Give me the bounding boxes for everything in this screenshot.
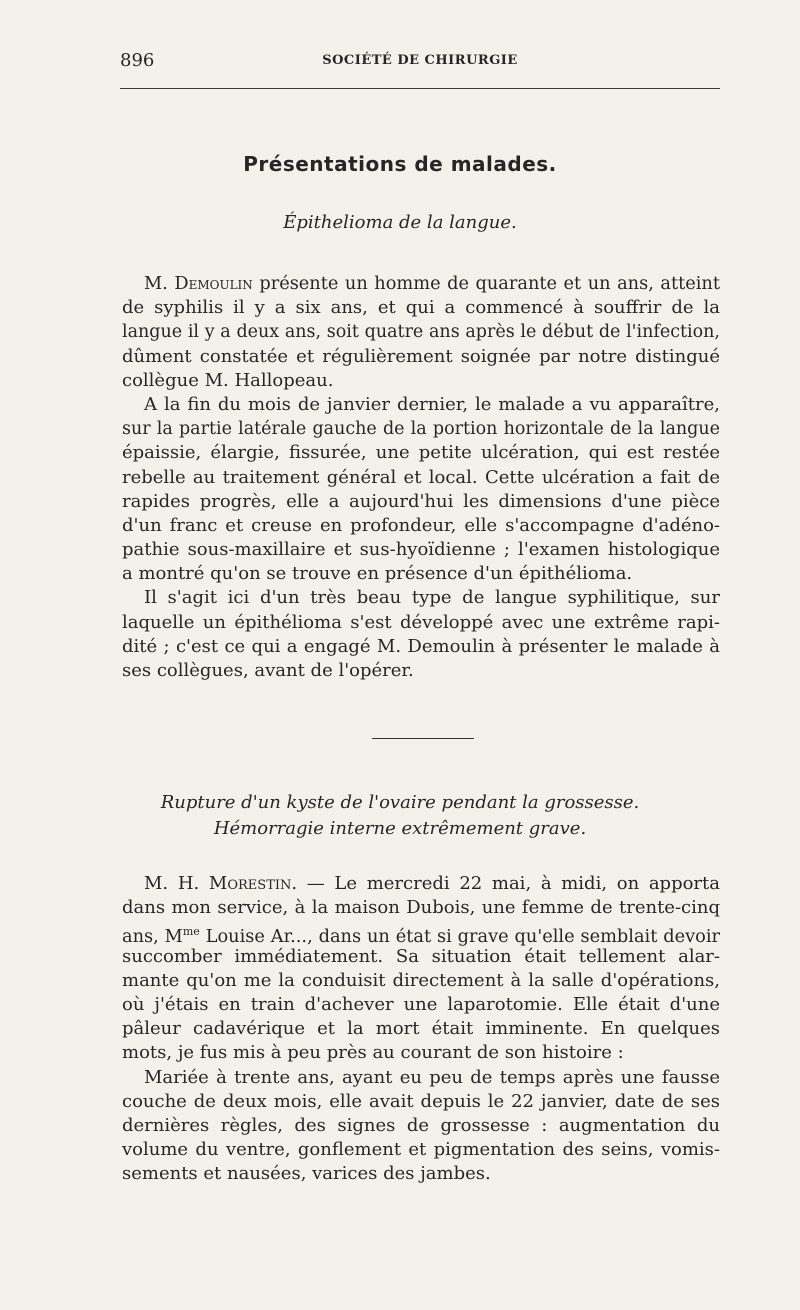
paragraph-line: dité ; c'est ce qui a engagé M. Demoulin à présenter le malade à — [122, 635, 720, 657]
paragraph-line: ses collègues, avant de l'opérer. — [122, 660, 414, 681]
paragraph-line: ans, $M^{me}$ Louise Ar..., dans un état si grave qu'elle semblait devoir — [122, 925, 720, 948]
paragraph-line: A la fin du mois de janvier dernier, le malade a vu apparaître, — [144, 393, 720, 415]
paragraph-line: où j'étais en train d'achever une laparotomie. Elle était d'une — [122, 993, 720, 1015]
paragraph-line: mante qu'on me la conduisit directement à la salle d'opérations, — [122, 969, 720, 991]
running-title: SOCIÉTÉ DE CHIRURGIE — [322, 53, 518, 68]
paragraph-line: couche de deux mois, elle avait depuis le 22 janvier, date de ses — [122, 1090, 720, 1112]
page-header — [120, 50, 720, 74]
paragraph-line: de syphilis il y a six ans, et qui a commencé à souffrir de la — [122, 297, 720, 319]
paragraph-line: Il s'agit ici d'un très beau type de langue syphilitique, sur — [144, 587, 720, 609]
paragraph-line: M. H. Morestin. — Le mercredi 22 mai, à midi, on apporta — [144, 873, 721, 894]
paragraph-line: pathie sous-maxillaire et sus-hyoïdienne ; l'examen histologique — [122, 539, 720, 561]
paragraph-line: Mariée à trente ans, ayant eu peu de temps après une fausse — [144, 1066, 720, 1088]
paragraph-line: rapides progrès, elle a aujourd'hui les dimensions d'une pièce — [122, 490, 720, 512]
page-number: 896 — [120, 50, 155, 71]
article1-subtitle: Épithelioma de la langue. — [283, 212, 517, 233]
paragraph-line: rebelle au traitement général et local. Cette ulcération a fait de — [122, 466, 720, 488]
article2-subtitle-line1: Rupture d'un kyste de l'ovaire pendant la grossesse. — [160, 792, 640, 813]
article2-subtitle-line2: Hémorragie interne extrêmement grave. — [213, 818, 587, 839]
section-title: Présentations de malades. — [243, 152, 557, 176]
paragraph-line: sur la partie latérale gauche de la portion horizontale de la langue — [122, 419, 720, 440]
paragraph-line: a montré qu'on se trouve en présence d'un épithélioma. — [122, 563, 633, 585]
paragraph-line: dûment constatée et régulièrement soignée par notre distingué — [122, 345, 720, 367]
paragraph-line: sements et nausées, varices des jambes. — [122, 1163, 491, 1185]
paragraph-line: dans mon service, à la maison Dubois, une femme de trente-cinq — [122, 897, 720, 919]
header-rule — [120, 88, 720, 89]
section-divider — [372, 738, 474, 739]
paragraph-line: mots, je fus mis à peu près au courant de son histoire : — [122, 1042, 624, 1064]
article1-body — [122, 272, 720, 683]
paragraph-line: pâleur cadavérique et la mort était imminente. En quelques — [122, 1018, 720, 1040]
paragraph-line: succomber immédiatement. Sa situation était tellement alar- — [122, 945, 720, 967]
paragraph-line: collègue M. Hallopeau. — [122, 369, 334, 391]
paragraph-line: laquelle un épithélioma s'est développé avec une extrême rapi- — [122, 611, 720, 633]
paragraph-line: langue il y a deux ans, soit quatre ans après le début de l'infection, — [122, 322, 720, 343]
article2-body — [122, 872, 720, 1186]
paragraph-line: volume du ventre, gonflement et pigmentation des seins, vomis- — [122, 1139, 720, 1161]
paragraph-line: M. Demoulin présente un homme de quarante et un ans, atteint — [144, 274, 720, 294]
paragraph-line: épaissie, élargie, fissurée, une petite ulcération, qui est restée — [122, 442, 720, 464]
paragraph-line: dernières règles, des signes de grossesse : augmentation du — [122, 1114, 720, 1136]
paragraph-line: d'un franc et creuse en profondeur, elle s'accompagne d'adéno- — [122, 514, 720, 536]
